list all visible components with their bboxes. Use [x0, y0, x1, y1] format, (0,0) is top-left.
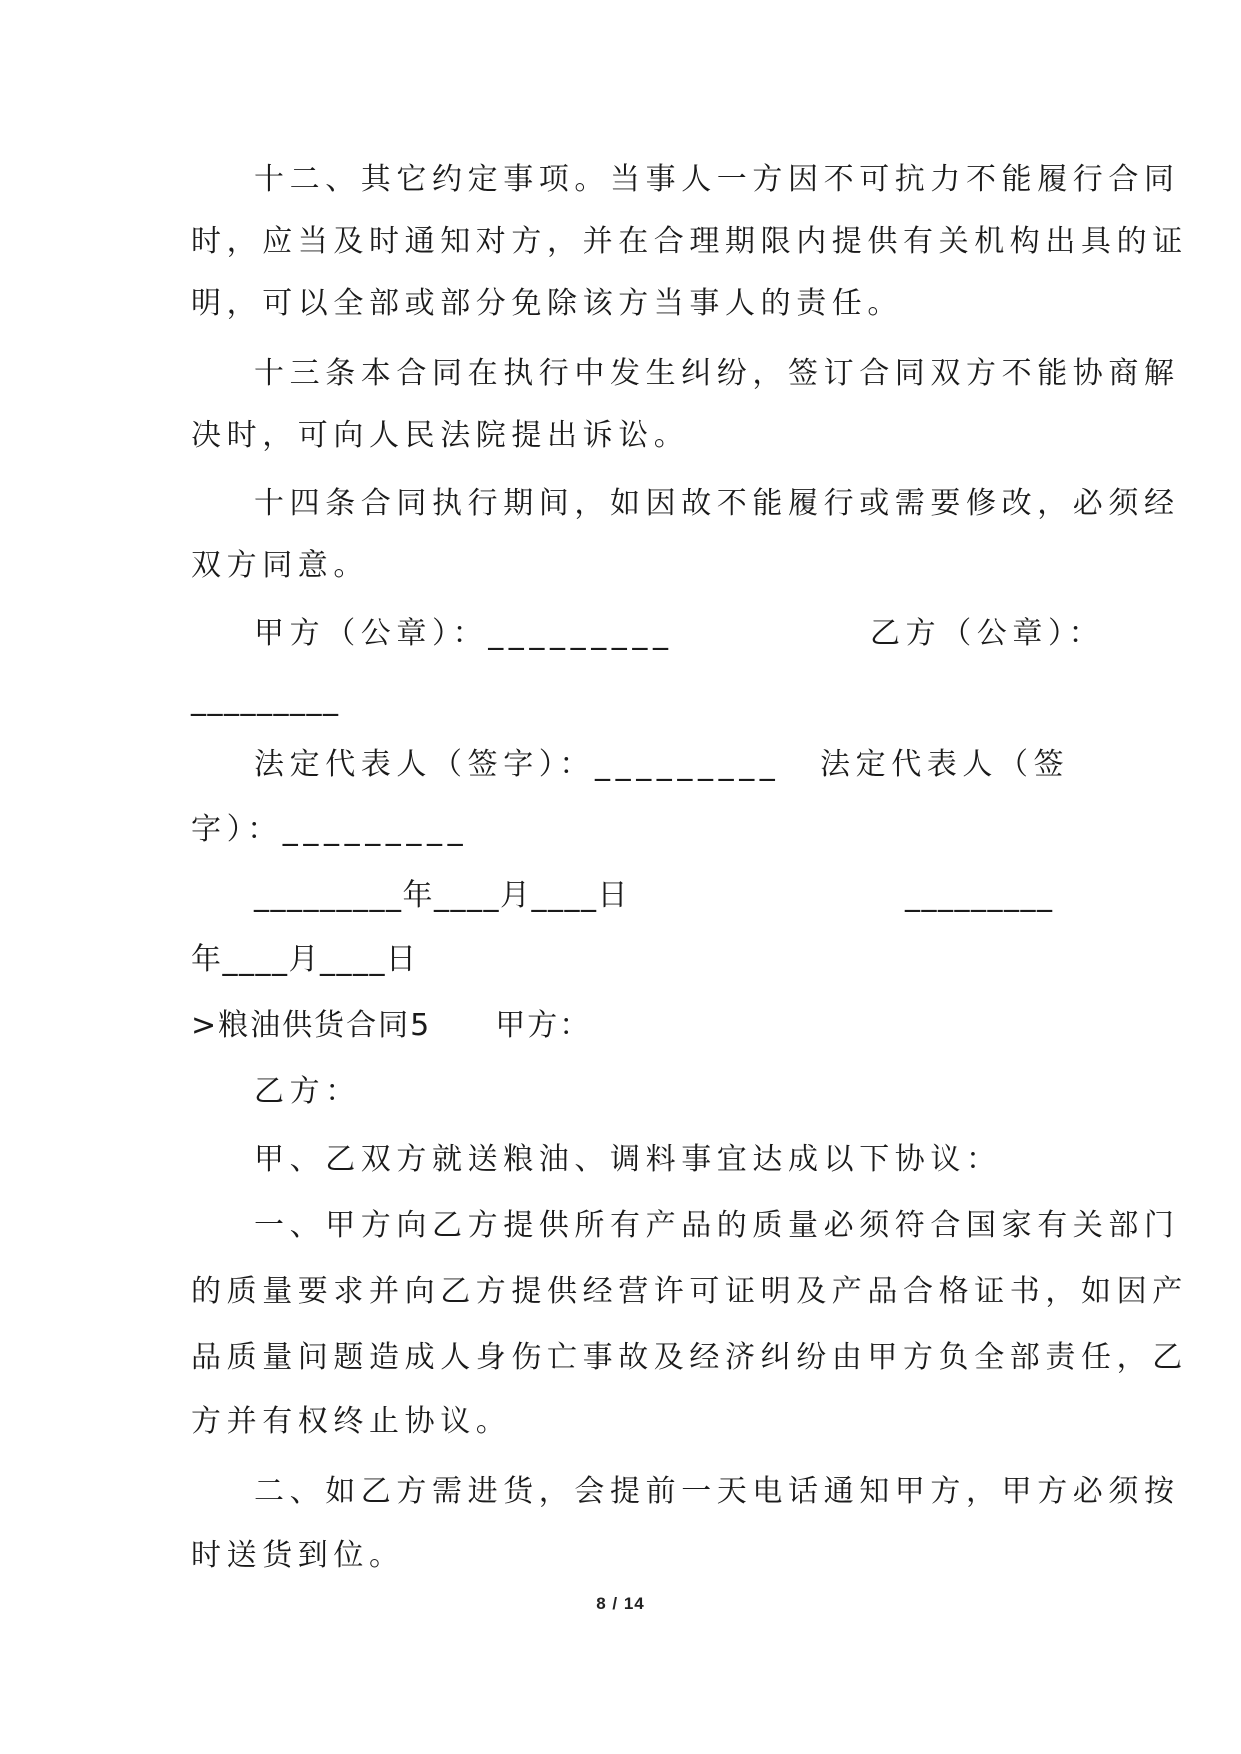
- party-a-representative: 法定代表人（签字）：_________: [254, 747, 781, 782]
- clause-12-line-2: 时，应当及时通知对方，并在合理期限内提供有关机构出具的证: [191, 224, 1188, 259]
- clause-12-line-3: 明，可以全部或部分免除该方当事人的责任。: [191, 286, 903, 321]
- party-b-seal: 乙方（公章）：: [870, 616, 1105, 651]
- contract-5-heading: >粮油供货合同5 甲方：: [191, 1008, 592, 1043]
- clause-14-line-1: 十四条合同执行期间，如因故不能履行或需要修改，必须经: [254, 486, 1180, 521]
- clause-2-line-2: 时送货到位。: [191, 1538, 405, 1573]
- clause-1-line-2: 的质量要求并向乙方提供经营许可证明及产品合格证书，如因产: [191, 1274, 1188, 1309]
- page-number: 8 / 14: [596, 1594, 645, 1613]
- clause-13-line-1: 十三条本合同在执行中发生纠纷，签订合同双方不能协商解: [254, 356, 1180, 391]
- party-b-representative-blank: 字）：_________: [191, 812, 469, 847]
- party-a-date: _________年____月____日: [254, 878, 629, 913]
- clause-1-line-1: 一、甲方向乙方提供所有产品的质量必须符合国家有关部门: [254, 1208, 1180, 1243]
- agreement-intro: 甲、乙双方就送粮油、调料事宜达成以下协议：: [254, 1142, 1002, 1177]
- party-b-date: 年____月____日: [191, 942, 418, 977]
- party-b-representative: 法定代表人（签: [820, 747, 1070, 782]
- party-a-seal: 甲方（公章）：_________: [254, 616, 674, 651]
- clause-13-line-2: 决时，可向人民法院提出诉讼。: [191, 418, 690, 453]
- party-b-seal-blank: _________: [191, 682, 340, 717]
- clause-2-line-1: 二、如乙方需进货，会提前一天电话通知甲方，甲方必须按: [254, 1474, 1180, 1509]
- party-b-label: 乙方：: [254, 1074, 361, 1109]
- clause-14-line-2: 双方同意。: [191, 548, 369, 583]
- clause-1-line-4: 方并有权终止协议。: [191, 1404, 512, 1439]
- clause-12-line-1: 十二、其它约定事项。当事人一方因不可抗力不能履行合同: [254, 162, 1180, 197]
- party-b-date-blank: _________: [905, 878, 1054, 913]
- clause-1-line-3: 品质量问题造成人身伤亡事故及经济纠纷由甲方负全部责任，乙: [191, 1340, 1188, 1375]
